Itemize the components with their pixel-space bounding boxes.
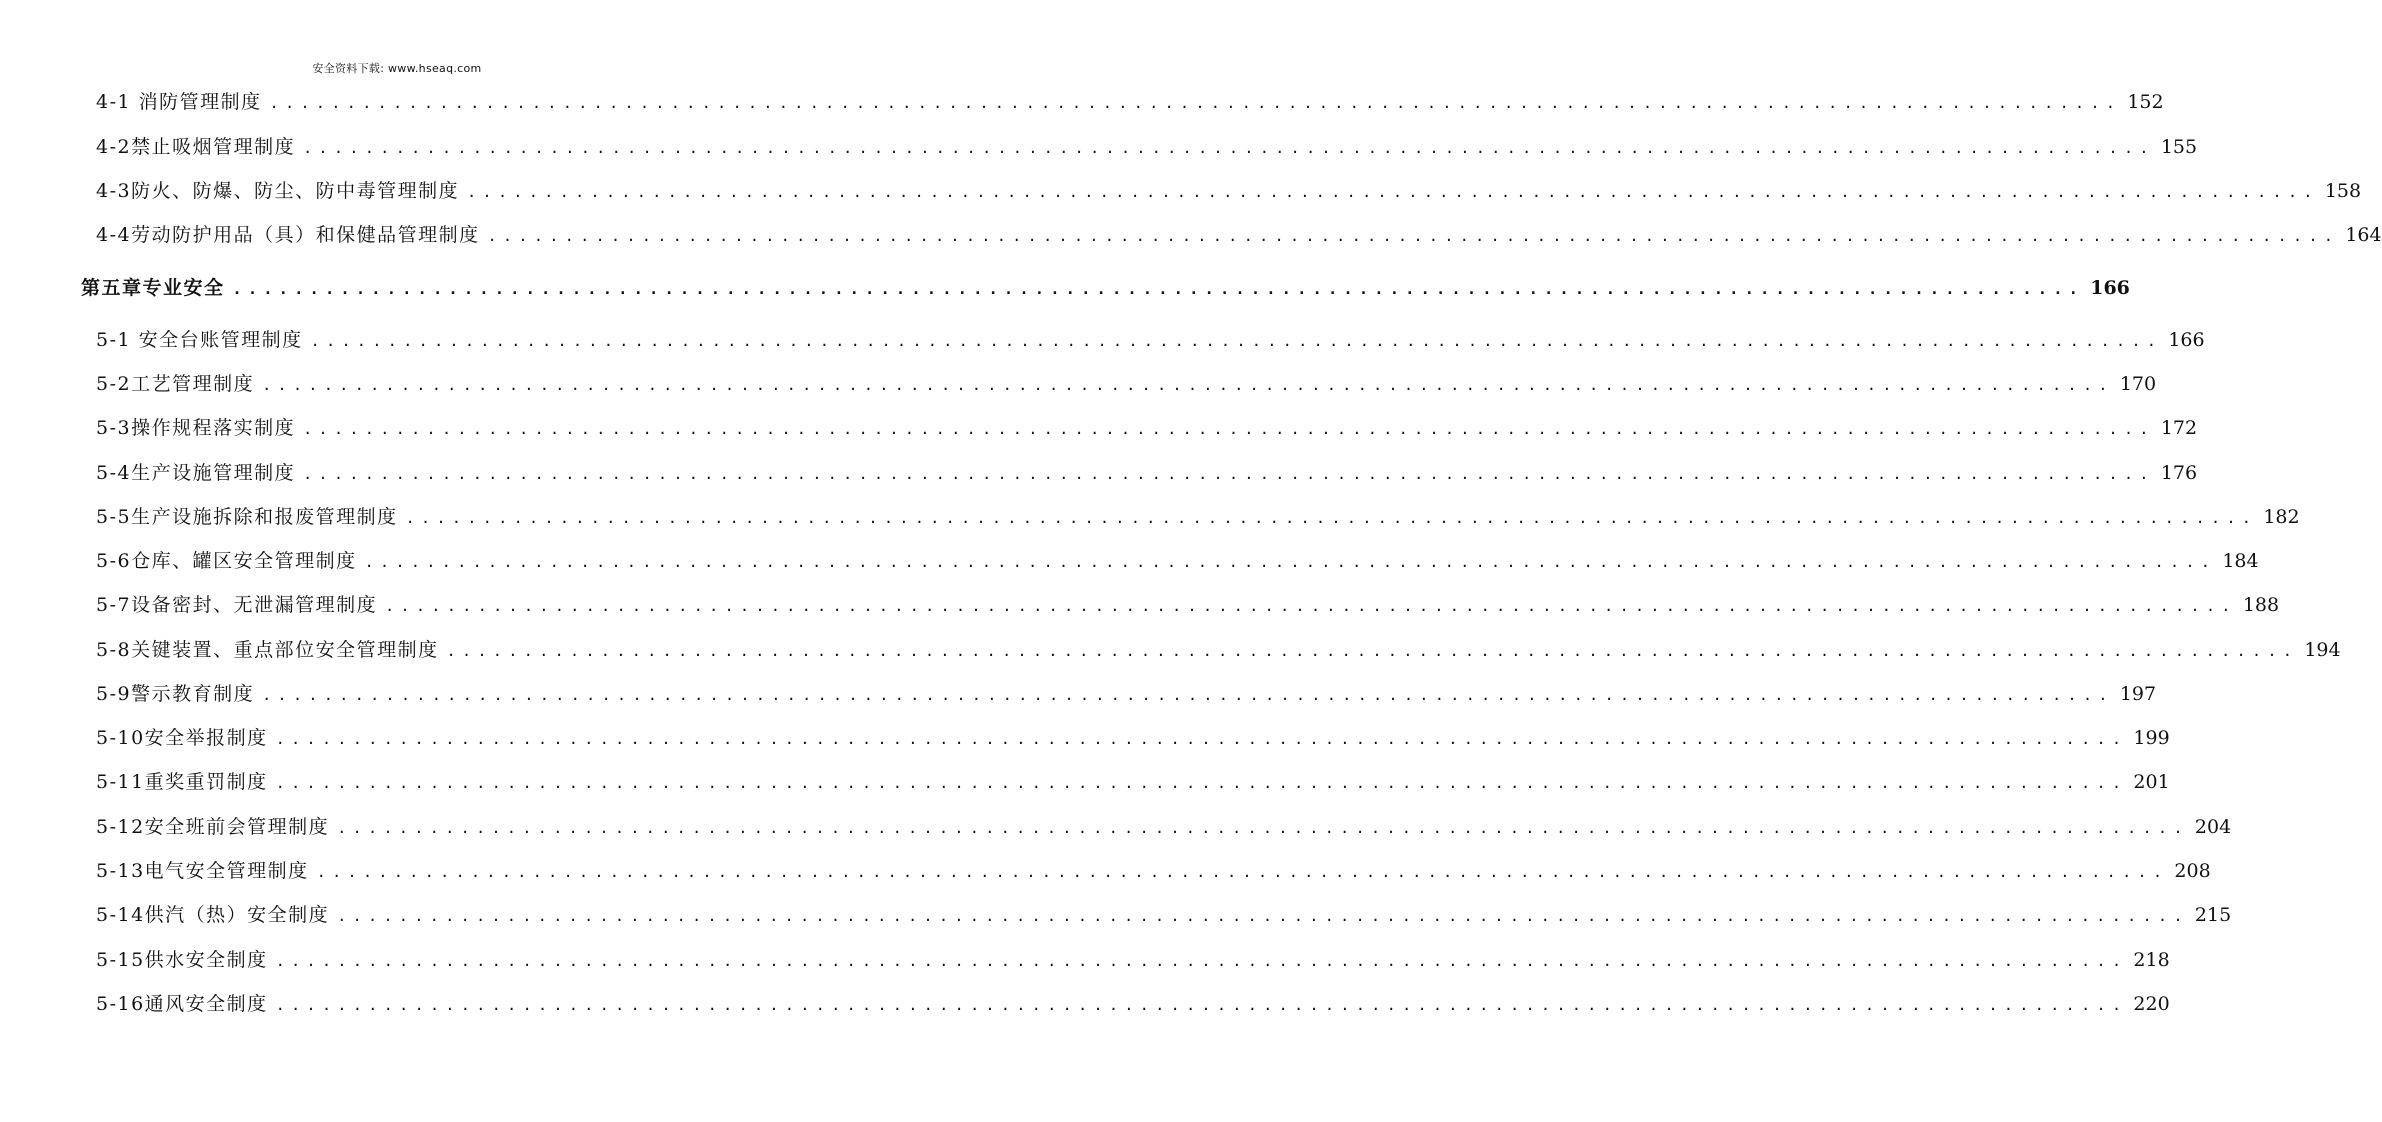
- toc-entry-5-3[interactable]: [96, 414, 2198, 442]
- toc-entry-label: 4-4劳动防护用品（具）和保健品管理制度: [96, 224, 480, 246]
- toc-entry-label: 5-2工艺管理制度: [96, 373, 255, 395]
- toc-entry-page: 204: [2194, 816, 2232, 838]
- toc-entry-label: 4-1 消防管理制度: [96, 91, 262, 113]
- toc-entry-label: 5-5生产设施拆除和报废管理制度: [96, 506, 398, 528]
- toc-dot-leader: ........................................................................................................................: [232, 280, 2085, 298]
- toc-entry-label: 5-7设备密封、无泄漏管理制度: [96, 594, 378, 616]
- toc-entry-page: 197: [2119, 683, 2157, 705]
- toc-dot-leader: ........................................................................................................................: [262, 376, 2114, 394]
- toc-entry-page: 152: [2127, 91, 2164, 113]
- toc-entry-page: 176: [2160, 462, 2198, 484]
- toc-entry-4-2[interactable]: [96, 133, 2198, 161]
- toc-dot-leader: ........................................................................................................................: [385, 597, 2237, 615]
- toc-entry-page: 158: [2324, 180, 2362, 202]
- toc-entry-label: 5-13电气安全管理制度: [96, 860, 309, 882]
- toc-dot-leader: ........................................................................................................................: [275, 996, 2128, 1014]
- toc-entry-5-4[interactable]: [96, 459, 2198, 487]
- toc-chapter-page: 166: [2090, 277, 2130, 299]
- toc-dot-leader: ........................................................................................................................: [303, 139, 2155, 157]
- toc-entry-label: 5-4生产设施管理制度: [96, 462, 296, 484]
- toc-dot-leader: ........................................................................................................................: [303, 420, 2155, 438]
- toc-entry-5-14[interactable]: [96, 901, 2232, 929]
- toc-entry-page: 208: [2174, 860, 2211, 882]
- toc-dot-leader: ........................................................................................................................: [364, 553, 2217, 571]
- toc-dot-leader: ........................................................................................................................: [316, 863, 2169, 881]
- toc-entry-label: 5-15供水安全制度: [96, 949, 268, 971]
- toc-chapter-5[interactable]: [81, 274, 2130, 302]
- toc-entry-5-12[interactable]: [96, 813, 2232, 841]
- toc-dot-leader: ........................................................................................................................: [275, 774, 2128, 792]
- toc-dot-leader: ........................................................................................................................: [275, 952, 2128, 970]
- toc-entry-label: 4-2禁止吸烟管理制度: [96, 136, 296, 158]
- toc-entry-page: 188: [2242, 594, 2280, 616]
- toc-entry-4-3[interactable]: [96, 177, 2362, 205]
- toc-entry-page: 215: [2194, 904, 2232, 926]
- toc-entry-page: 155: [2160, 136, 2198, 158]
- toc-entry-label: 4-3防火、防爆、防尘、防中毒管理制度: [96, 180, 460, 202]
- toc-entry-5-5[interactable]: [96, 503, 2300, 531]
- toc-entry-5-8[interactable]: [96, 636, 2341, 664]
- toc-entry-label: 5-12安全班前会管理制度: [96, 816, 330, 838]
- toc-entry-5-6[interactable]: [96, 547, 2259, 575]
- toc-entry-label: 5-10安全举报制度: [96, 727, 268, 749]
- toc-entry-label: 5-6仓库、罐区安全管理制度: [96, 550, 357, 572]
- toc-dot-leader: ........................................................................................................................: [446, 642, 2299, 660]
- toc-dot-leader: ........................................................................................................................: [467, 183, 2319, 201]
- toc-entry-4-1[interactable]: [96, 88, 2164, 116]
- page-header: 安全资料下载: www.hseaq.com: [312, 62, 482, 75]
- toc-entry-page: 182: [2263, 506, 2300, 528]
- toc-dot-leader: ........................................................................................................................: [337, 907, 2189, 925]
- toc-entry-label: 5-8关键装置、重点部位安全管理制度: [96, 639, 439, 661]
- toc-dot-leader: ........................................................................................................................: [337, 819, 2189, 837]
- toc-entry-label: 5-3操作规程落实制度: [96, 417, 296, 439]
- toc-entry-page: 164: [2345, 224, 2382, 246]
- toc-entry-label: 5-16通风安全制度: [96, 993, 268, 1015]
- toc-entry-page: 194: [2304, 639, 2341, 661]
- toc-dot-leader: ........................................................................................................................: [405, 509, 2258, 527]
- toc-entry-page: 199: [2133, 727, 2170, 749]
- toc-dot-leader: ........................................................................................................................: [303, 465, 2155, 483]
- toc-dot-leader: ........................................................................................................................: [310, 332, 2163, 350]
- toc-dot-leader: ........................................................................................................................: [262, 686, 2114, 704]
- toc-dot-leader: ........................................................................................................................: [487, 227, 2340, 245]
- toc-entry-page: 220: [2133, 993, 2170, 1015]
- toc-entry-page: 184: [2222, 550, 2259, 572]
- toc-entry-5-13[interactable]: [96, 857, 2211, 885]
- toc-entry-4-4[interactable]: [96, 221, 2382, 249]
- toc-entry-page: 172: [2160, 417, 2198, 439]
- toc-entry-5-1[interactable]: [96, 326, 2205, 354]
- toc-entry-label: 5-14供汽（热）安全制度: [96, 904, 330, 926]
- toc-entry-page: 201: [2133, 771, 2170, 793]
- toc-entry-5-10[interactable]: [96, 724, 2170, 752]
- toc-entry-5-11[interactable]: [96, 768, 2170, 796]
- toc-entry-page: 166: [2168, 329, 2205, 351]
- toc-chapter-label: 第五章专业安全: [81, 277, 225, 299]
- toc-entry-5-2[interactable]: [96, 370, 2157, 398]
- toc-entry-label: 5-11重奖重罚制度: [96, 771, 268, 793]
- toc-entry-5-16[interactable]: [96, 990, 2170, 1018]
- toc-dot-leader: ........................................................................................................................: [275, 730, 2128, 748]
- toc-entry-5-15[interactable]: [96, 946, 2170, 974]
- toc-entry-5-7[interactable]: [96, 591, 2280, 619]
- toc-entry-page: 218: [2133, 949, 2170, 971]
- toc-entry-label: 5-1 安全台账管理制度: [96, 329, 303, 351]
- toc-entry-label: 5-9警示教育制度: [96, 683, 255, 705]
- toc-entry-page: 170: [2119, 373, 2157, 395]
- toc-dot-leader: ........................................................................................................................: [269, 94, 2122, 112]
- toc-entry-5-9[interactable]: [96, 680, 2157, 708]
